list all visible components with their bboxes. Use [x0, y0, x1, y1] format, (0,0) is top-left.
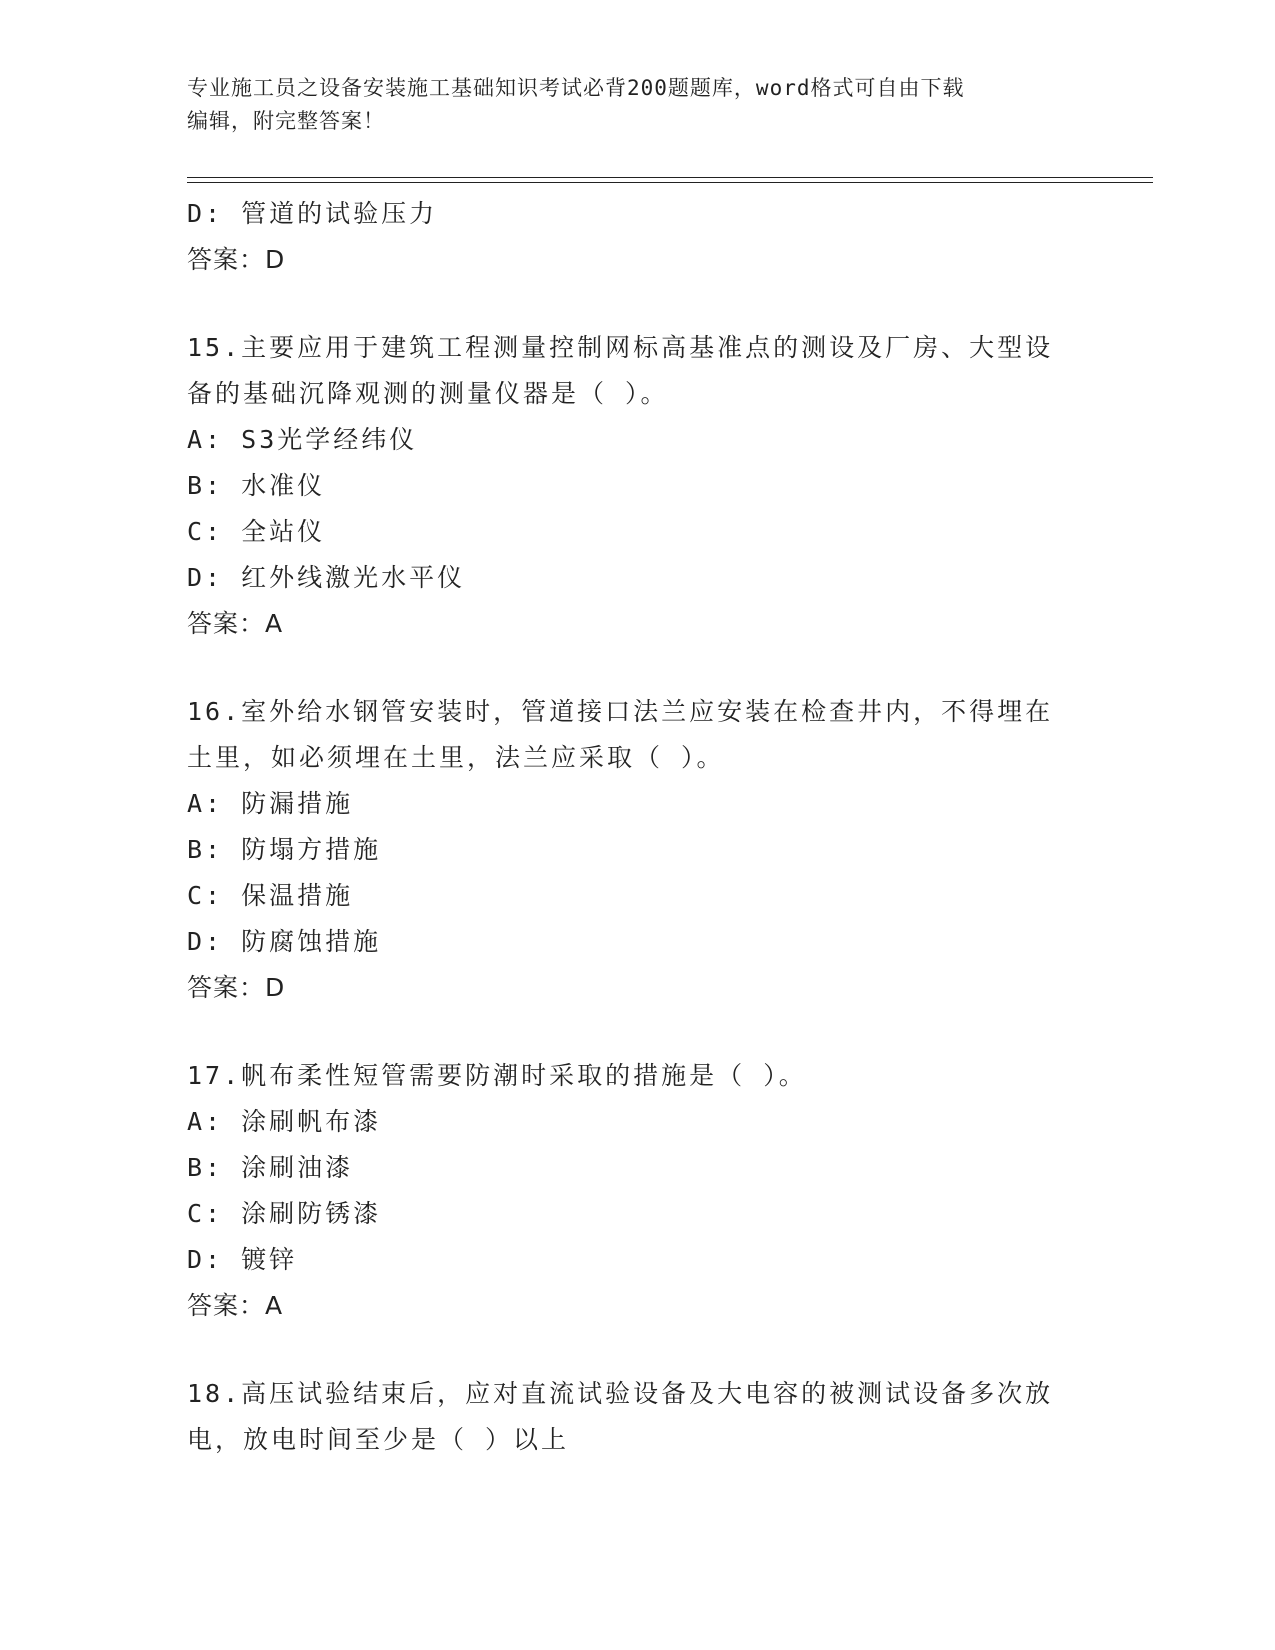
answer-line: 答案：D — [187, 245, 286, 274]
header-divider-top — [187, 177, 1153, 178]
question-18 — [187, 1371, 1087, 1463]
question-stem: 土里，如必须埋在土里，法兰应采取（ ）。 — [187, 743, 725, 772]
option-c: C: 保温措施 — [187, 881, 354, 910]
header-line-2: 编辑，附完整答案！ — [187, 109, 385, 133]
option-b: B: 防塌方措施 — [187, 835, 382, 864]
answer-line: 答案：A — [187, 1291, 284, 1320]
option-d: D: 镀锌 — [187, 1245, 298, 1274]
option-d: D: 红外线激光水平仪 — [187, 563, 466, 592]
question-stem: 15.主要应用于建筑工程测量控制网标高基准点的测设及厂房、大型设 — [187, 333, 1054, 362]
answer-line: 答案：D — [187, 973, 286, 1002]
header-line-1: 专业施工员之设备安装施工基础知识考试必背200题题库，word格式可自由下载 — [187, 76, 965, 100]
option-a: A: 防漏措施 — [187, 789, 354, 818]
header-divider-bottom — [187, 182, 1153, 183]
question-15 — [187, 325, 1087, 647]
question-stem: 17.帆布柔性短管需要防潮时采取的措施是（ ）。 — [187, 1061, 807, 1090]
option-d: D: 管道的试验压力 — [187, 199, 438, 228]
question-stem: 16.室外给水钢管安装时，管道接口法兰应安装在检查井内，不得埋在 — [187, 697, 1054, 726]
question-stem: 备的基础沉降观测的测量仪器是（ ）。 — [187, 379, 669, 408]
question-17 — [187, 1053, 1087, 1329]
option-d: D: 防腐蚀措施 — [187, 927, 382, 956]
option-b: B: 涂刷油漆 — [187, 1153, 354, 1182]
option-c: C: 涂刷防锈漆 — [187, 1199, 382, 1228]
document-header — [187, 72, 1067, 138]
option-a: A: S3光学经纬仪 — [187, 425, 418, 454]
option-a: A: 涂刷帆布漆 — [187, 1107, 382, 1136]
question-stem: 电，放电时间至少是（ ）以上 — [187, 1425, 570, 1454]
question-list — [187, 191, 1087, 1463]
question-16 — [187, 689, 1087, 1011]
question-stem: 18.高压试验结束后，应对直流试验设备及大电容的被测试设备多次放 — [187, 1379, 1054, 1408]
option-c: C: 全站仪 — [187, 517, 326, 546]
option-b: B: 水准仪 — [187, 471, 326, 500]
answer-line: 答案：A — [187, 609, 284, 638]
